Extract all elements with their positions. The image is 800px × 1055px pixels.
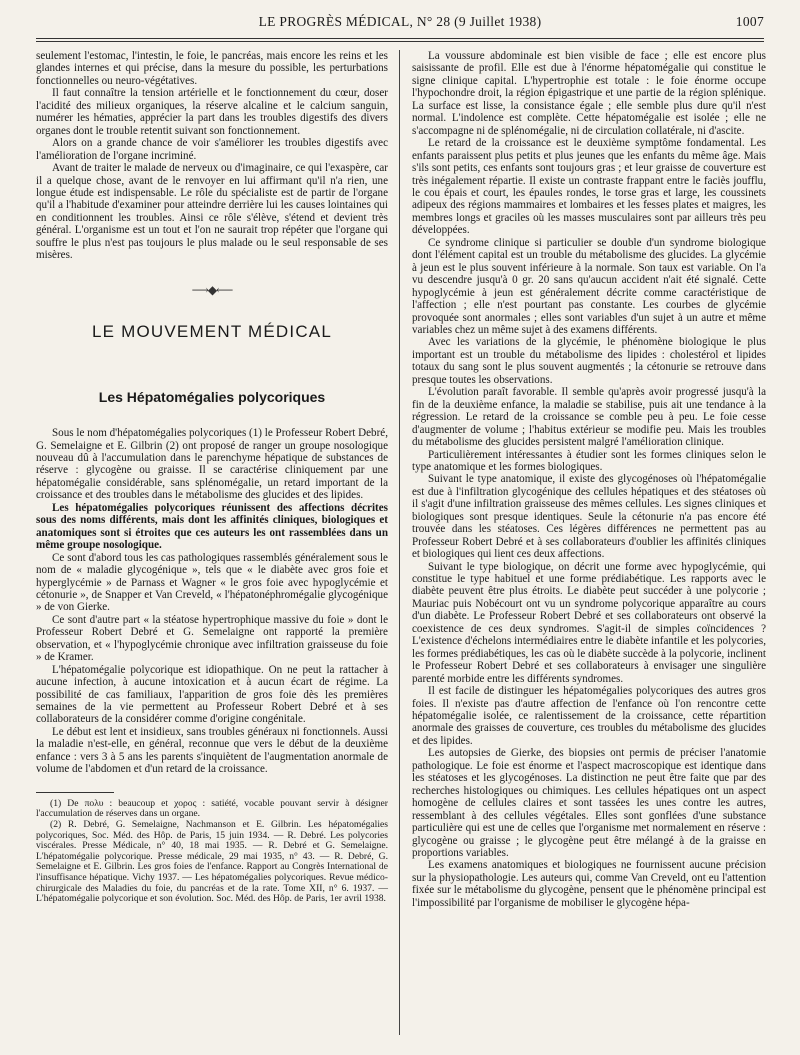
footnote: (2) R. Debré, G. Semelaigne, Nachmanson et E. Gilbrin. Les hépatomégalies polycoriques, Soc. Méd. des Hôp. de Paris, 15 juin 1934. — R. Debré. Les polycories viscérales. Presse Médicale, n° 40, 18 mai 1935. — R. Debré et G. Semelaigne. L'hépatomégalie polycorique. Presse médicale, 29 mai 1935, n° 43. — R. Debré, G. Semelaigne et E. Gilbrin. Les gros foies de l'enfance. Rapport au Congrès International de l'insuffisance hépatique. Vichy 1937. — Les hépatomégalies polycoriques. Revue médico-chirurgicale des Maladies du foie, du pancréas et de la rate. Tome XII, n° 6. 1937. — L'hépatomégalie polycorique et son évolution. Soc. Méd. des Hôp. de Paris, 1er avril 1938.: [36, 818, 388, 905]
paragraph: Suivant le type biologique, on décrit une forme avec hypoglycémie, qui constitue le type habituel et une forme prédiabétique. Les rapports avec le diabète peuvent être plus étroits. Le diabète peut succéder à une polycorie ; Mauriac puis Nobécourt ont vu un syndrome polycorique apparaître au cours d'un diabète. Le Professeur Robert Debré et ses collaborateurs ont observé la coexistence de ces deux syndromes. S'agit-il de simples coïncidences ? L'existence d'échelons intermédiaires entre le diabète infantile et les polycories, les formes prédiabétiques, les cas où le diabète succède à la polycorie, inclinent le Professeur Robert Debré et ses collaborateurs à envisager une singulière parenté morbide entre les différents syndromes.: [412, 560, 766, 685]
paragraph: Alors on a grande chance de voir s'améliorer les troubles digestifs avec l'amélioration de l'organe incriminé.: [36, 137, 388, 162]
paragraph: Ce sont d'abord tous les cas pathologiques rassemblés généralement sous le nom de « maladie glycogénique », tels que « le diabète avec gros foie et hyperglycémie » de Parnass et Wagner « le gros foie avec hypoglycémie et cétonurie », de Snapper et Van Creveld, « l'hépatonéphromégalie glycogénique » de von Gierke.: [36, 551, 388, 614]
paragraph: Les hépatomégalies polycoriques réunissent des affections décrites sous des noms différents, mais dont les affinités cliniques, biologiques et anatomiques sont si étroites que ces auteurs les ont rassemblées dans un même groupe nosologique.: [36, 501, 388, 552]
paragraph: seulement l'estomac, l'intestin, le foie, le pancréas, mais encore les reins et les glandes internes et qui précise, dans la mesure du possible, les perturbations fonctionnelles ou neuro-végétatives.: [36, 50, 388, 87]
paragraph: Il faut connaître la tension artérielle et le fonctionnement du cœur, doser l'acidité des milieux organiques, la réserve alcaline et le calcium sanguin, numérer les hématies, apprécier la part dans les troubles digestifs des divers organes dont le trouble retentit suivant son fonctionnement.: [36, 87, 388, 137]
paragraph: Suivant le type anatomique, il existe des glycogénoses où l'hépatomégalie est due à l'infiltration glycogénique des cellules hépatiques et des stéatoses où il s'agit d'une infiltration graisseuse des mêmes cellules. Les signes cliniques et biologiques sont presque identiques. Seule la cétonurie n'a pas encore été trouvée dans les stéatoses. Ces légères différences ne permettent pas au Professeur Robert Debré et à ses collaborateurs d'oublier les affinités cliniques et biologiques qui lient ces deux affections.: [412, 473, 766, 561]
paragraph: Ce sont d'autre part « la stéatose hypertrophique massive du foie » dont le Professeur Robert Debré et G. Semelaigne ont rapporté la première observation, et « l'hypoglycémie chronique avec infiltration graisseuse du foie » de Kramer.: [36, 613, 388, 664]
paragraph: Le début est lent et insidieux, sans troubles généraux ni fonctionnels. Aussi la maladie n'est-elle, en général, reconnue que vers le début de la deuxième enfance : vers 3 à 5 ans les parents s'inquiètent de l'augmentation anormale de volume de l'abdomen et d'un retard de la croissance.: [36, 725, 388, 776]
ornament-divider: ⟶◆⟵: [191, 282, 233, 297]
paragraph: Les examens anatomiques et biologiques ne fournissent aucune précision sur la physiopathologie. Les auteurs qui, comme Van Creveld, ont eu l'attention fixée sur le métabolisme du glycogène, pensent que le phénomène principal est l'impossibilité par l'organisme de mobiliser le glycogène hépa-: [412, 859, 766, 909]
paragraph: L'évolution paraît favorable. Il semble qu'après avoir progressé jusqu'à la fin de la deuxième enfance, la maladie se stabilise, puis ait une tendance à la régression. Le retard de la croissance se comble peu à peu. Le foie cesse d'augmenter de volume ; l'habitus extérieur se modifie peu. Mais les troubles du métabolisme des glucides persistent malgré l'amélioration clinique.: [412, 386, 766, 449]
page-number: 1007: [735, 14, 764, 29]
paragraph: Avec les variations de la glycémie, le phénomène biologique le plus important est un trouble du métabolisme des lipides : cholestérol et lipides totaux du sang sont le plus souvent augmentés ; la cétonurie se retrouve dans presque toutes les observations.: [412, 336, 766, 386]
article-title: Les Hépatomégalies polycoriques: [98, 388, 326, 405]
footnote-rule: [36, 792, 114, 793]
paragraph: Avant de traiter le malade de nerveux ou d'imaginaire, ce qui l'exaspère, car il a quelque chose, avant de le renvoyer en lui affirmant qu'il n'a rien, une longue étude est indispensable. Le rôle du spécialiste est de partir de l'organe qu'il a l'habitude d'examiner pour atteindre derrière lui les causes lointaines qui en conditionnent les troubles. Ainsi ce rôle s'élève, s'étend et devient très général. L'organisme est un tout et l'on ne saurait trop répéter que l'organe qui souffre le plus n'est pas toujours le plus malade ou le seul responsable de ses misères.: [36, 162, 388, 262]
section-title: LE MOUVEMENT MÉDICAL: [91, 322, 332, 342]
paragraph: La voussure abdominale est bien visible de face ; elle est encore plus saisissante de profil. Elle est due à l'énorme hépatomégalie qui constitue le signe clinique capital. L'hypertrophie est totale : le foie énorme occupe l'hypochondre droit, la région épigastrique et une partie de la région splénique. La surface est lisse, la consistance égale ; elle semble plus dure qu'il n'est normal. L'indolence est complète. Cette hépatomégalie est isolée ; elle ne s'accompagne ni de splénomégalie, ni de circulation collatérale, ni d'ascite.: [412, 50, 766, 137]
footnote: (1) De πολυ : beaucoup et χορος : satiété, vocable pouvant servir à désigner l'accumulation de réserves dans un organe.: [36, 797, 388, 820]
paragraph: L'hépatomégalie polycorique est idiopathique. On ne peut la rattacher à aucune infection, à aucune intoxication et à aucun écart de régime. La possibilité de cas familiaux, l'apparition de gros foie dès les premières semaines de la vie permettent au Professeur Robert Debré et à ses collaborateurs de la considérer comme d'origine congénitale.: [36, 663, 388, 726]
left-column: [36, 50, 388, 905]
paragraph: Sous le nom d'hépatomégalies polycoriques (1) le Professeur Robert Debré, G. Semelaigne et E. Gilbrin (2) ont proposé de ranger un groupe nosologique nouveau dû à l'accumulation dans le parenchyme hépatique de substances de réserve : glycogène ou graisse. Il se caractérise cliniquement par une hépatomégalie considérable, sans splénomégalie, un retard important de la croissance et des troubles dans le métabolisme des glucides et des lipides.: [36, 427, 388, 502]
paragraph: Particulièrement intéressantes à étudier sont les formes cliniques selon le type anatomique et les formes biologiques.: [412, 448, 766, 473]
paragraph: Les autopsies de Gierke, des biopsies ont permis de préciser l'anatomie pathologique. Le foie est énorme et l'aspect macroscopique est identique dans les stéatoses et les glycogénoses. La distinction ne peut être faite que par des recherches histologiques ou chimiques. Les cellules hépatiques ont un aspect homogène de cellules claires et sont tassées les unes contre les autres, ressemblant à des cellules végétales. Elles sont gonflées d'une substance particulière qui est une de celles que l'organisme met normalement en réserve : glycogène ou graisse ; le glycogène peut être mélangé à de la graisse en proportions variables.: [412, 747, 766, 859]
paragraph: Ce syndrome clinique si particulier se double d'un syndrome biologique dont l'élément capital est un trouble du métabolisme des glucides. La glycémie à jeun est le plus souvent inférieure à la normale. Son taux est variable. On l'a vu descendre jusqu'à 0 gr. 20 sans qu'aucun accident n'ait été signalé. Cette hypoglycémie à jeun est généralement décrite comme caractéristique de l'affection ; elle n'est pourtant pas constante. Les courbes de glycémie provoquée sont anormales ; elles sont variables d'un sujet à un autre et même variables chez un même sujet à des examens différents.: [412, 236, 766, 336]
footnotes: [36, 799, 388, 905]
header-rule-thick: [36, 41, 764, 42]
page-header: [36, 14, 764, 34]
column-divider: [399, 50, 400, 1035]
right-column: [412, 50, 766, 909]
paragraph: Il est facile de distinguer les hépatomégalies polycoriques des autres gros foies. Il n'existe pas d'autre affection de l'enfance où l'on rencontre cette hépatomégalie isolée, ce ralentissement de la croissance, cette répartition anormale des graisses de couverture, ces troubles du métabolisme des glucides et des lipides.: [412, 685, 766, 747]
journal-title: LE PROGRÈS MÉDICAL, N° 28 (9 Juillet 1938): [258, 14, 542, 29]
paragraph: Le retard de la croissance est le deuxième symptôme fondamental. Les enfants paraissent plus petits et plus jeunes que les enfants du même âge. Mais s'ils sont petits, ces enfants sont toujours gras ; et leur graisse de couverture est très inégalement répartie. Il existe un contraste frappant entre le faciès joufflu, le cou épais et court, les épaules rondes, le torse gras et large, les coussinets adipeux des régions mammaires et lombaires et les fesses plates et maigres, les membres longs et graciles où les masses musculaires sont par ailleurs très peu développées.: [412, 137, 766, 237]
header-rule: [36, 38, 764, 39]
